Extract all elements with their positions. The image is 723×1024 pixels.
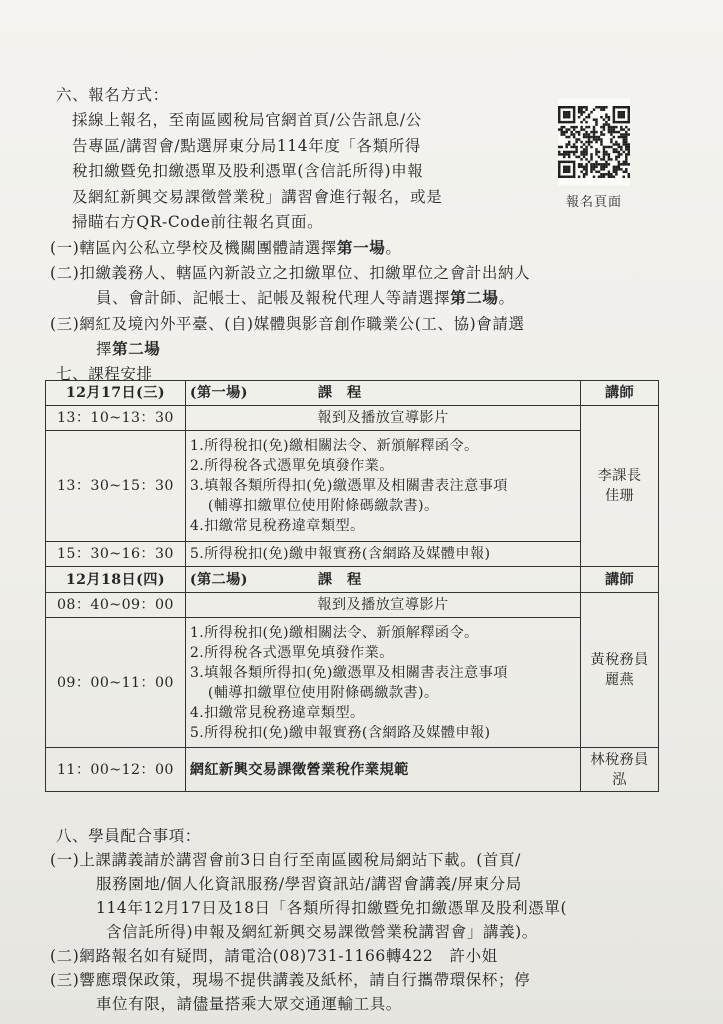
session2-date: 12月18日(四)	[46, 567, 186, 593]
section8-line-3: 114年12月17日及18日「各類所得扣繳暨免扣繳憑單及股利憑單(	[96, 899, 568, 917]
section8-line-5: (二)網路報名如有疑問，請電洽(08)731-1166轉422 許小姐	[50, 947, 498, 965]
section8-line-4: 含信託所得)申報及網紅新興交易課徵營業稅講習會」講義)。	[106, 923, 538, 941]
session1-time-1: 13：10~13：30	[46, 406, 186, 431]
table-row	[46, 431, 659, 542]
session2-title-cell: (第二場) 課 程	[185, 567, 580, 593]
session2-header-row	[46, 567, 659, 593]
section6-para-line-2: 告專區/講習會/點選屏東分局114年度「各類所得	[72, 137, 421, 155]
session1-date: 12月17日(三)	[46, 381, 186, 406]
session2-content-2: 1.所得稅扣(免)繳相關法令、新頒解釋函令。 2.所得稅各式憑單免填發作業。 3.填報各類所得扣(免)繳憑單及相關書表注意事項 (輔導扣繳單位使用附條碼繳款書)。 4.扣繳常見稅務違章類型。 5.所得稅扣(免)繳申報實務(含網路及媒體申報)	[185, 618, 580, 748]
section8-line-7: 車位有限，請儘量搭乘大眾交通運輸工具。	[96, 995, 402, 1013]
session1-header-row	[46, 381, 659, 406]
session2-time-1: 08：40~09：00	[46, 593, 186, 618]
section6-item-3: (三)網紅及境內外平臺、(自)媒體與影音創作職業公(工、協)會請選	[50, 315, 525, 333]
table-row	[46, 593, 659, 618]
session1-teacher-header: 講師	[581, 381, 659, 406]
session1-teacher: 李課長 佳珊	[581, 406, 659, 567]
qr-code-label: 報名頁面	[566, 195, 623, 210]
section6-item-1: (一)轄區內公私立學校及機關團體請選擇第一場。	[50, 238, 402, 257]
session1-content-2: 1.所得稅扣(免)繳相關法令、新頒解釋函令。 2.所得稅各式憑單免填發作業。 3.填報各類所得扣(免)繳憑單及相關書表注意事項 (輔導扣繳單位使用附條碼繳款書)。 4.扣繳常見稅務違章類型。	[185, 431, 580, 542]
session1-time-3: 15：30~16：30	[46, 542, 186, 567]
session2-teacher-2: 林稅務員 泓	[581, 748, 659, 792]
section6-heading: 六、報名方式：	[56, 86, 169, 104]
session2-teacher-header: 講師	[581, 567, 659, 593]
session2-time-3: 11：00~12：00	[46, 748, 186, 792]
section8-line-2: 服務園地/個人化資訊服務/學習資訊站/講習會講義/屏東分局	[96, 875, 522, 893]
session1-content-1: 報到及播放宣導影片	[185, 406, 580, 431]
section6-para-line-4: 及網紅新興交易課徵營業稅」講習會進行報名，或是	[72, 188, 443, 206]
table-row	[46, 542, 659, 567]
session2-teacher: 黃稅務員 麗燕	[581, 593, 659, 748]
section6-item-3-cont: 擇第二場	[96, 339, 161, 358]
table-row	[46, 618, 659, 748]
course-schedule-table	[45, 380, 659, 792]
session2-content-3: 網紅新興交易課徵營業稅作業規範	[185, 748, 580, 792]
section8-line-6: (三)響應環保政策，現場不提供講義及紙杯，請自行攜帶環保杯；停	[50, 971, 531, 989]
section6-item-2-cont: 員、會計師、記帳士、記帳及報稅代理人等請選擇第二場。	[96, 288, 515, 307]
session2-content-1: 報到及播放宣導影片	[185, 593, 580, 618]
session1-content-3: 5.所得稅扣(免)繳申報實務(含網路及媒體申報)	[185, 542, 580, 567]
section8-heading: 八、學員配合事項：	[56, 827, 201, 845]
section8-line-1: (一)上課講義請於講習會前3日自行至南區國稅局網站下載。(首頁/	[50, 851, 521, 869]
session2-time-2: 09：00~11：00	[46, 618, 186, 748]
table-row	[46, 748, 659, 792]
registration-qr-code[interactable]	[558, 98, 630, 186]
section6-item-2: (二)扣繳義務人、轄區內新設立之扣繳單位、扣繳單位之會計出納人	[50, 264, 531, 282]
table-row	[46, 406, 659, 431]
section6-para-line-3: 稅扣繳暨免扣繳憑單及股利憑單(含信託所得)申報	[72, 162, 424, 180]
session1-time-2: 13：30~15：30	[46, 431, 186, 542]
session1-title-cell: (第一場) 課 程	[185, 381, 580, 406]
section6-para-line-5: 掃瞄右方QR-Code前往報名頁面。	[72, 213, 324, 231]
section6-para-line-1: 採線上報名，至南區國稅局官網首頁/公告訊息/公	[72, 111, 422, 129]
section7-heading: 七、課程安排	[56, 365, 153, 383]
